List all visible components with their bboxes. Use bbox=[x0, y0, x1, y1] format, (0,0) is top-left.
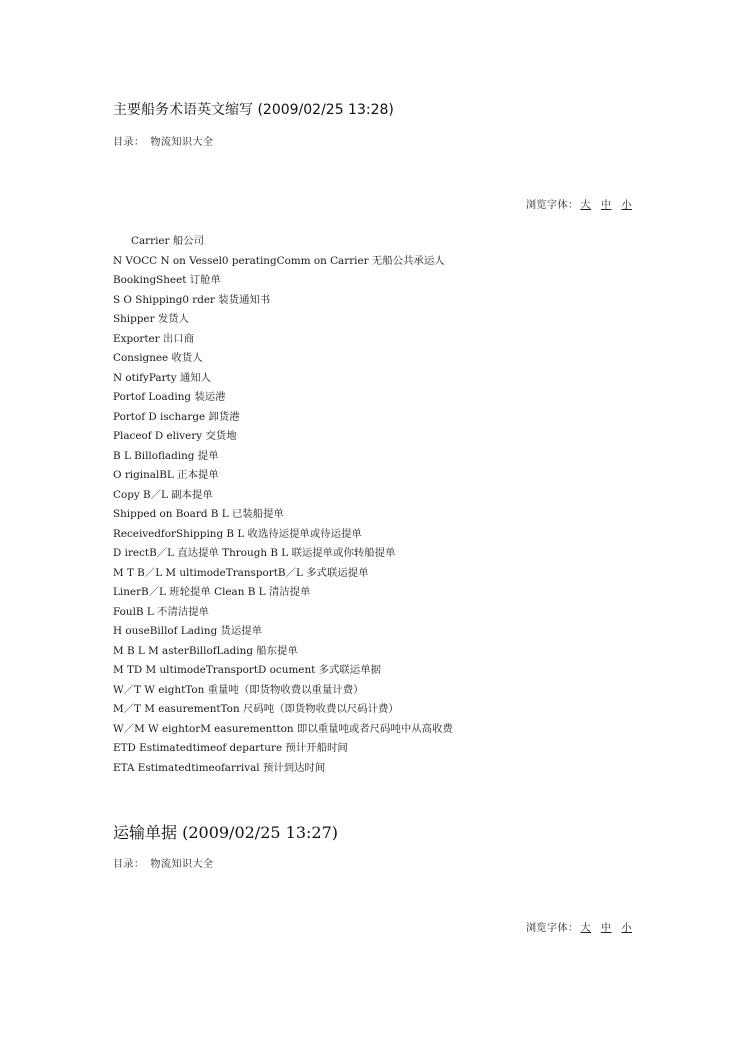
term-item: M TD M ultimodeTransportD ocument 多式联运单据 bbox=[113, 664, 381, 676]
font-size-large-link[interactable]: 大 bbox=[580, 200, 591, 211]
term-item: Copy B／L 副本提单 bbox=[113, 488, 213, 501]
term-item: Portof D ischarge 卸货港 bbox=[113, 410, 240, 423]
catalog-label-2: 目录： bbox=[113, 859, 145, 870]
term-item: Shipped on Board B L 已装船提单 bbox=[113, 508, 284, 520]
term-item: W／T W eightTon 重量吨（即货物收费以重量计费） bbox=[113, 683, 364, 696]
article-title: 主要船务术语英文缩写 (2009/02/25 13:28) bbox=[113, 102, 394, 118]
term-item: LinerB／L 班轮提单 Clean B L 清洁提单 bbox=[113, 586, 311, 598]
term-item: ReceivedforShipping B L 收选待运提单或待运提单 bbox=[113, 527, 362, 540]
font-size-small-link[interactable]: 小 bbox=[621, 200, 632, 211]
term-item: Portof Loading 装运港 bbox=[113, 391, 226, 403]
term-item: ETD Estimatedtimeof departure 预计开船时间 bbox=[113, 742, 348, 754]
term-item: D irectB／L 直达提单 Through B L 联运提单或你转船提单 bbox=[113, 547, 396, 559]
term-item: FoulB L 不清洁提单 bbox=[113, 605, 210, 618]
shipping-terms-list bbox=[113, 232, 453, 778]
font-size-selector bbox=[526, 196, 632, 211]
catalog-label: 目录： bbox=[113, 137, 145, 148]
font-size-label-2: 浏览字体： bbox=[526, 923, 579, 934]
term-item: Exporter 出口商 bbox=[113, 332, 195, 345]
catalog-line bbox=[113, 133, 220, 148]
font-size-medium-link[interactable]: 中 bbox=[601, 200, 612, 211]
term-item: Placeof D elivery 交货地 bbox=[113, 430, 237, 442]
catalog-value: 物流知识大全 bbox=[150, 137, 214, 148]
catalog-line-2 bbox=[113, 855, 220, 870]
term-item: ETA Estimatedtimeofarrival 预计到达时间 bbox=[113, 761, 326, 774]
term-item: Shipper 发货人 bbox=[113, 313, 190, 325]
font-size-large-link-2[interactable]: 大 bbox=[580, 923, 591, 934]
term-item: N VOCC N on Vessel0 peratingComm on Carrier 无船公共承运人 bbox=[113, 254, 445, 267]
term-item: N otifyParty 通知人 bbox=[113, 371, 212, 384]
font-size-small-link-2[interactable]: 小 bbox=[621, 923, 632, 934]
font-size-medium-link-2[interactable]: 中 bbox=[601, 923, 612, 934]
term-item: O riginalBL 正本提单 bbox=[113, 469, 219, 481]
term-item: M／T M easurementTon 尺码吨（即货物收费以尺码计费） bbox=[113, 703, 399, 715]
term-item: H ouseBillof Lading 货运提单 bbox=[113, 625, 263, 637]
font-size-selector-2 bbox=[526, 919, 632, 934]
term-item: Carrier 船公司 bbox=[131, 235, 204, 247]
term-item: BookingSheet 订舱单 bbox=[113, 274, 221, 286]
term-item: M B L M asterBillofLading 船东提单 bbox=[113, 644, 298, 657]
article-title-2: 运输单据 (2009/02/25 13:27) bbox=[113, 823, 338, 842]
font-size-label: 浏览字体： bbox=[526, 200, 579, 211]
catalog-value-2: 物流知识大全 bbox=[150, 859, 214, 870]
term-item: W／M W eightorM easurementton 即以重量吨或者尺码吨中从高收费 bbox=[113, 722, 453, 735]
term-item: B L Billoflading 提单 bbox=[113, 449, 219, 462]
term-item: S O Shipping0 rder 装货通知书 bbox=[113, 293, 271, 306]
term-item: Consignee 收货人 bbox=[113, 352, 203, 364]
term-item: M T B／L M ultimodeTransportB／L 多式联运提单 bbox=[113, 566, 369, 579]
